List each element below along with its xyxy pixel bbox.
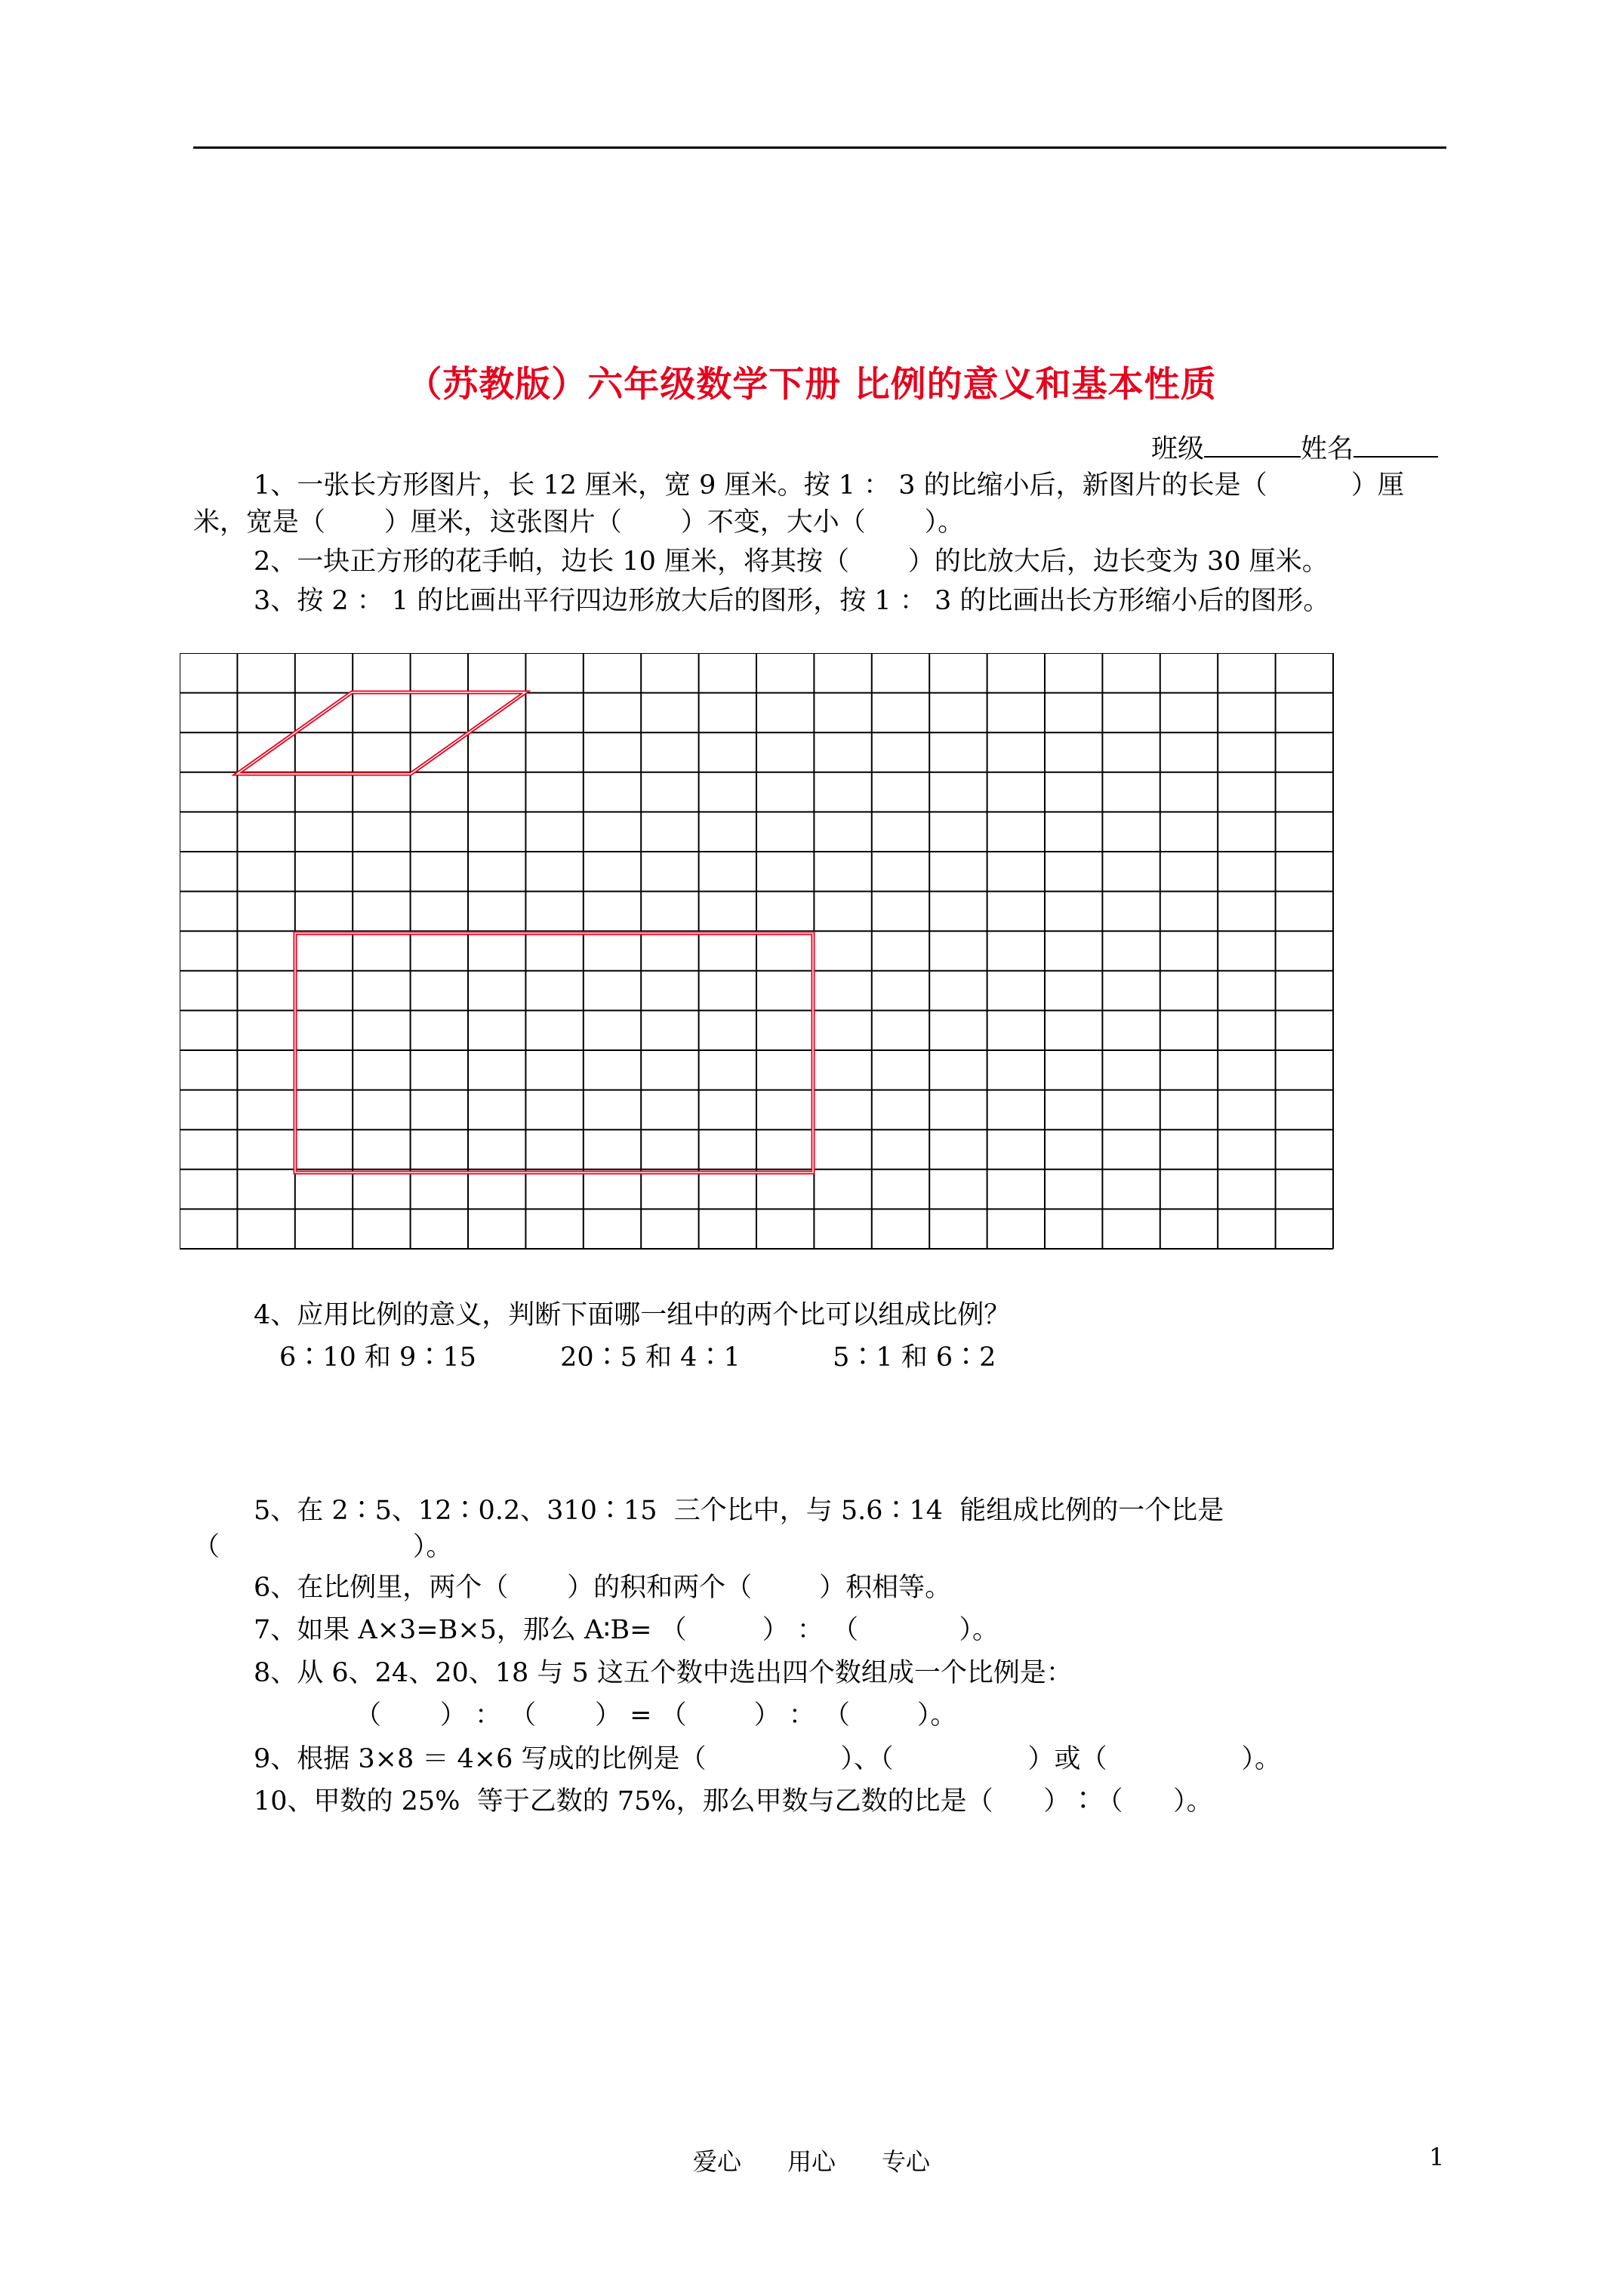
header-rule — [193, 146, 1446, 149]
rectangle-shape — [295, 933, 813, 1173]
class-name-field — [1151, 428, 1438, 466]
page-title: （苏教版）六年级数学下册 比例的意义和基本性质 — [406, 364, 1217, 405]
question-9: 9、根据 3×8 ＝ 4×6 写成的比例是（ ）、（ ）或（ ）。 — [254, 1744, 1282, 1774]
question-10: 10、甲数的 25% 等于乙数的 75%，那么甲数与乙数的比是（ ）∶（ ）。 — [254, 1786, 1213, 1817]
question-1-line-1: 1、一张长方形图片，长 12 厘米，宽 9 厘米。按 1 ： 3 的比缩小后，新图片的长是（ ）厘 — [254, 470, 1404, 501]
class-blank[interactable] — [1204, 433, 1301, 458]
question-8-blanks: （ ） ： （ ） = （ ） ： （ ）。 — [355, 1700, 957, 1730]
name-blank[interactable] — [1354, 433, 1438, 458]
question-6: 6、在比例里，两个（ ）的积和两个（ ）积相等。 — [254, 1573, 952, 1603]
question-4: 4、应用比例的意义，判断下面哪一组中的两个比可以组成比例？ — [254, 1300, 1011, 1330]
page-number: 1 — [1429, 2143, 1445, 2171]
name-label: 姓名 — [1301, 434, 1354, 464]
drawing-grid — [180, 653, 1335, 1250]
question-4-options: 6∶10 和 9∶15 20∶5 和 4∶1 5∶1 和 6∶2 — [279, 1342, 996, 1373]
grid-lines — [180, 653, 1333, 1249]
question-3: 3、按 2 ： 1 的比画出平行四边形放大后的图形，按 1 ： 3 的比画出长方形缩小后的图形。 — [254, 586, 1330, 616]
question-7: 7、如果 A×3=B×5，那么 A∶B= （ ） ： （ ）。 — [254, 1615, 999, 1645]
question-1-line-2: 米，宽是（ ）厘米，这张图片（ ）不变，大小（ ）。 — [193, 507, 965, 538]
footer-motto: 爱心 用心 专心 — [692, 2147, 931, 2176]
class-label: 班级 — [1151, 434, 1205, 464]
question-5-line-2: （ ）。 — [193, 1532, 453, 1562]
question-8: 8、从 6、24、20、18 与 5 这五个数中选出四个数组成一个比例是： — [254, 1658, 1073, 1688]
question-2: 2、一块正方形的花手帕，边长 10 厘米，将其按（ ）的比放大后，边长变为 30 厘米。 — [254, 547, 1329, 577]
question-5-line-1: 5、在 2∶5、12∶0.2、310∶15 三个比中，与 5.6∶14 能组成比例的一个比是 — [254, 1496, 1224, 1526]
